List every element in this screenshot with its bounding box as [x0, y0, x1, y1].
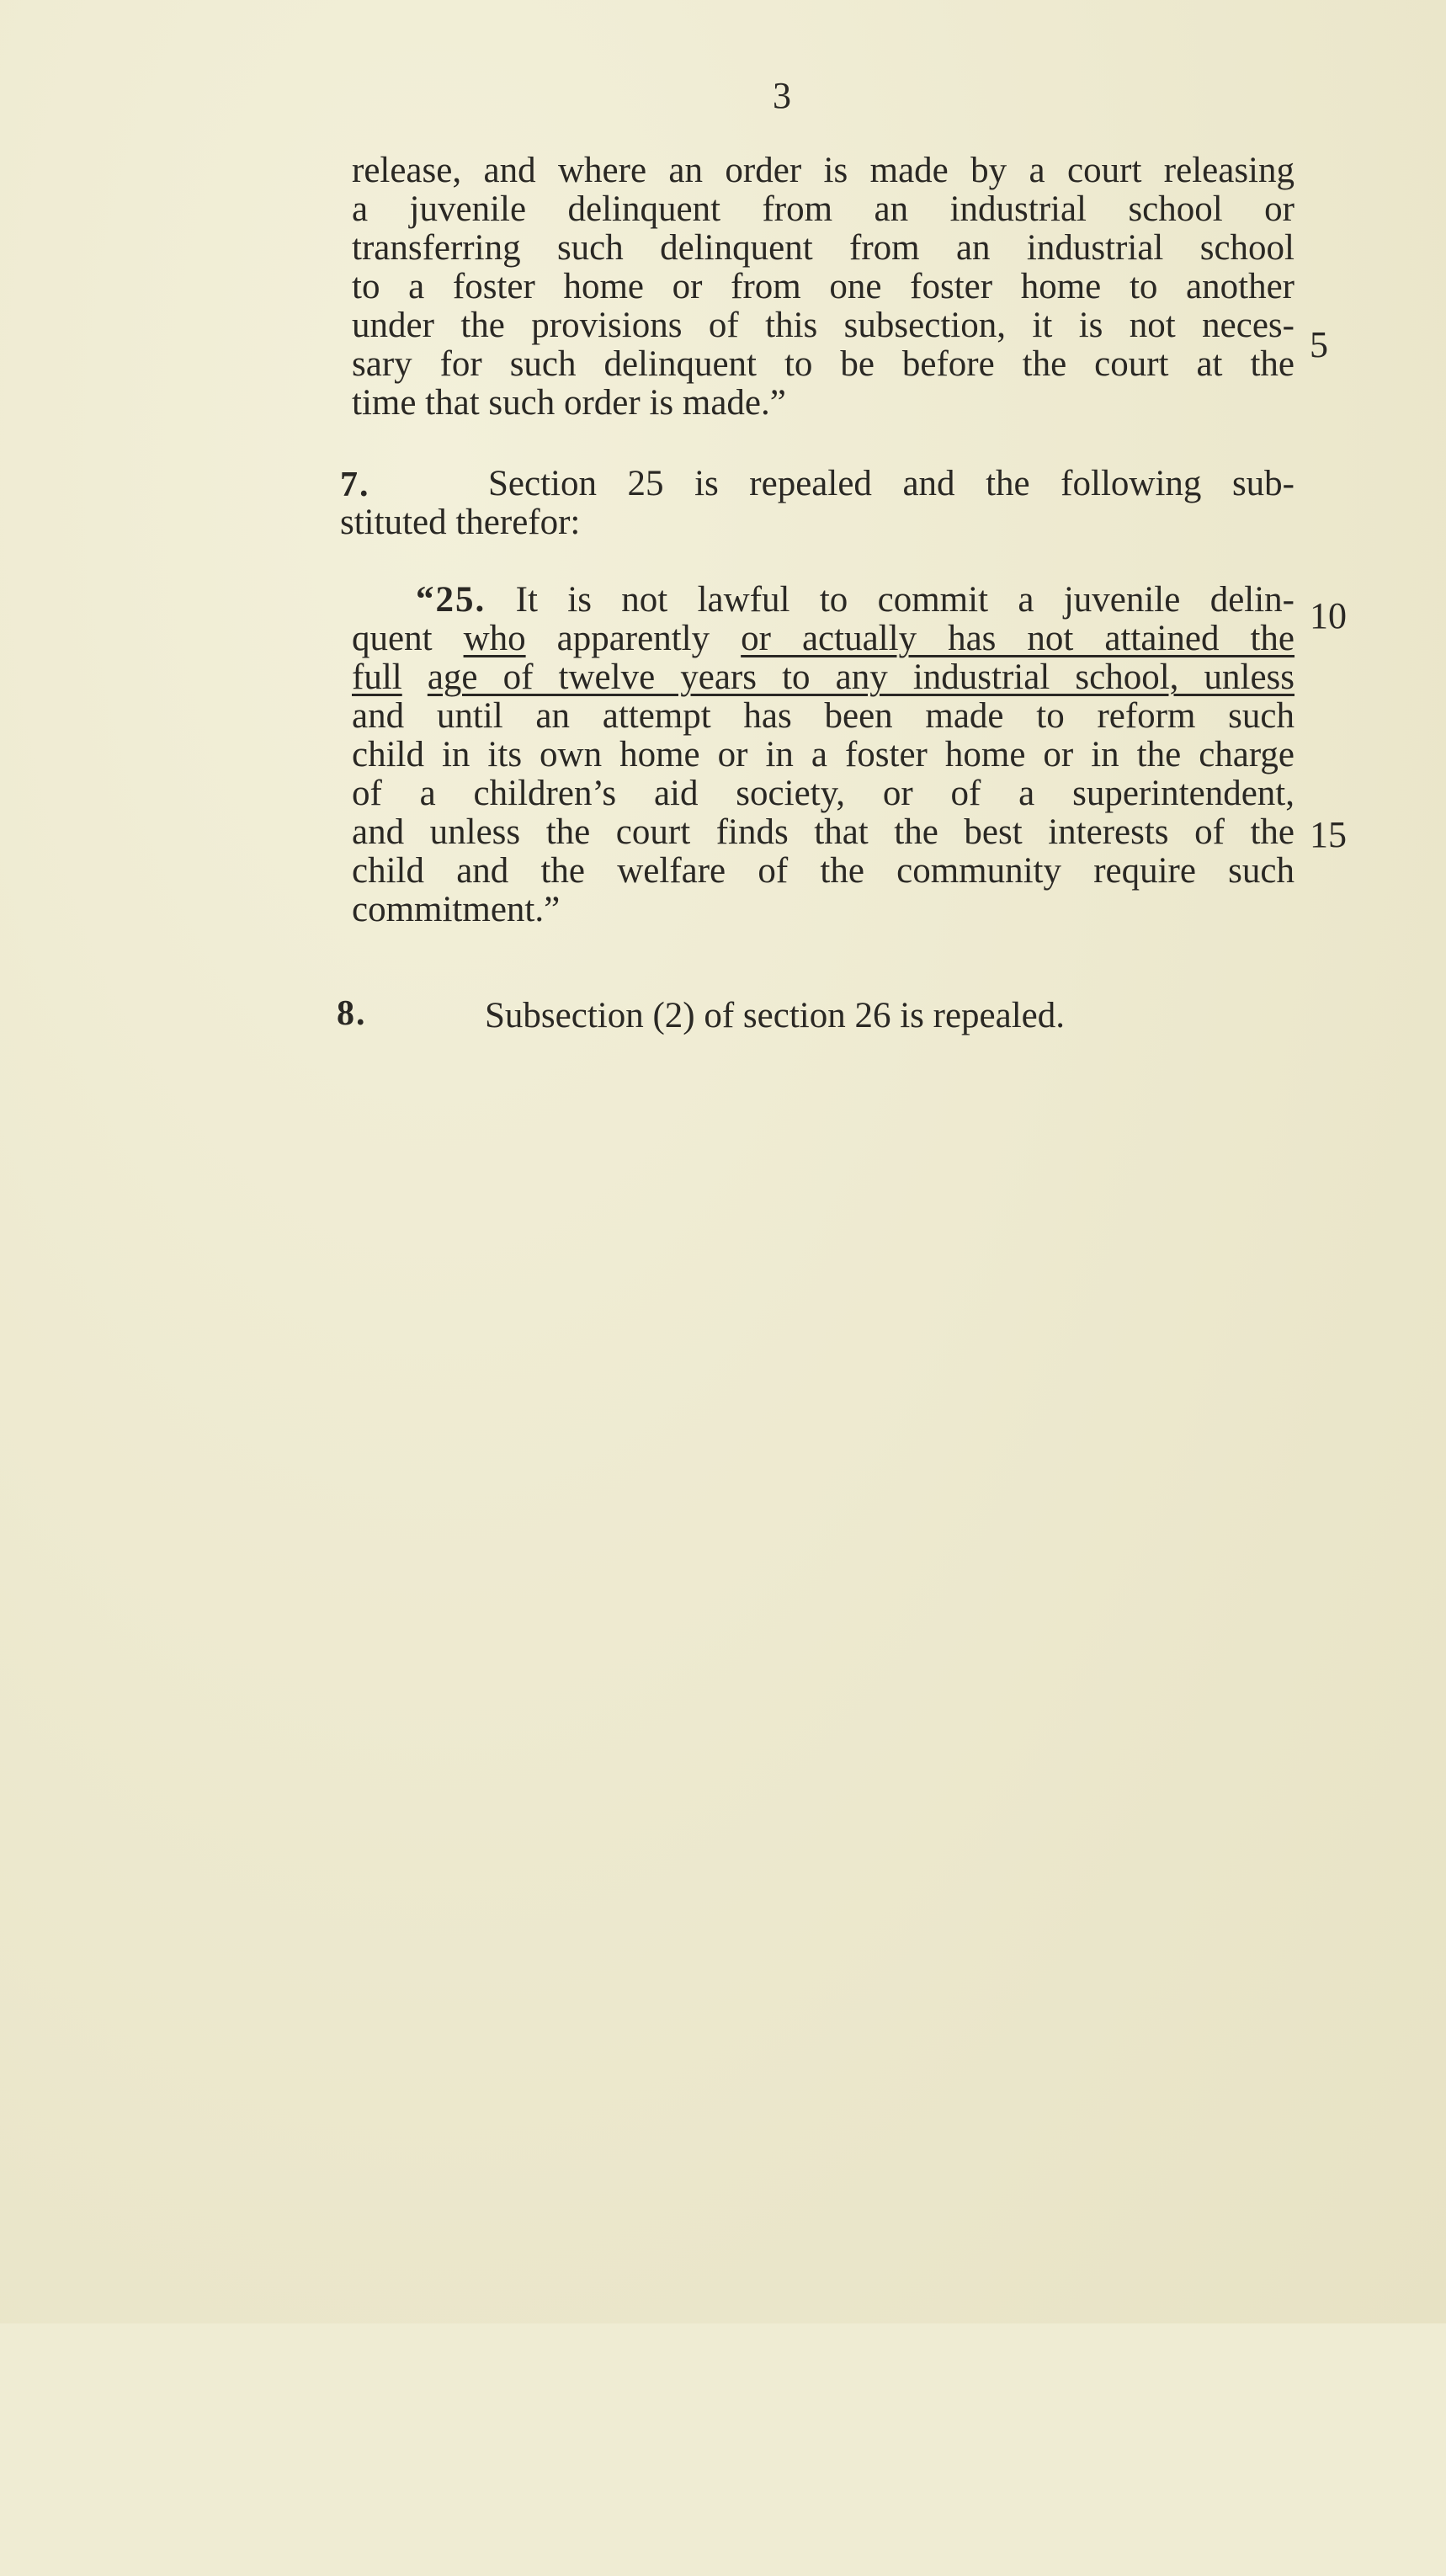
text-fragment: It is not lawful to commit a juvenile delin-: [515, 580, 1295, 620]
text-line: child and the welfare of the community require such: [352, 851, 1294, 891]
text-line: to a foster home or from one foster home to another: [352, 267, 1294, 306]
text-line: release, and where an order is made by a court releasing: [352, 151, 1294, 190]
text-line: [352, 581, 1294, 620]
continuation-paragraph: [352, 152, 1294, 423]
text-line: of a children’s aid society, or of a superintendent,: [352, 774, 1294, 813]
section-7-intro: [340, 465, 1294, 542]
line-number-5: 5: [1310, 324, 1328, 365]
underlined-word: full: [352, 657, 402, 697]
quoted-section-number: “25.: [416, 580, 486, 620]
text-line: Section 25 is repealed and the following sub-: [488, 464, 1294, 503]
section-number-8: 8.: [337, 994, 367, 1033]
text-fragment: quent: [352, 619, 433, 658]
underlined-phrase: age of twelve years to any industrial school, unless: [427, 657, 1294, 697]
text-line: and until an attempt has been made to reform such: [352, 696, 1294, 736]
underlined-phrase: or actually has not attained the: [741, 619, 1295, 658]
text-line: [352, 620, 1294, 658]
section-number-7: 7.: [340, 466, 370, 504]
text-line: child in its own home or in a foster home or in the charge: [352, 735, 1294, 774]
line-number-10: 10: [1310, 595, 1347, 636]
underlined-word: who: [463, 619, 526, 658]
section-8-text: [485, 997, 1242, 1035]
text-line: time that such order is made.”: [352, 383, 786, 423]
text-line: and unless the court finds that the best interests of the: [352, 812, 1294, 852]
text-fragment: apparently: [556, 619, 710, 658]
text-line: under the provisions of this subsection, it is not neces-: [352, 306, 1294, 345]
page-number: 3: [773, 75, 791, 116]
text-line: a juvenile delinquent from an industrial school or: [352, 189, 1294, 229]
text-line: sary for such delinquent to be before the court at the: [352, 344, 1294, 384]
text-line: [352, 658, 1294, 697]
text-line: commitment.”: [352, 890, 561, 929]
section-25-quote: [352, 581, 1294, 929]
line-number-15: 15: [1310, 814, 1347, 855]
text-line: Subsection (2) of section 26 is repealed.: [485, 996, 1066, 1035]
text-line: transferring such delinquent from an industrial school: [352, 228, 1294, 268]
text-line: stituted therefor:: [340, 503, 581, 542]
